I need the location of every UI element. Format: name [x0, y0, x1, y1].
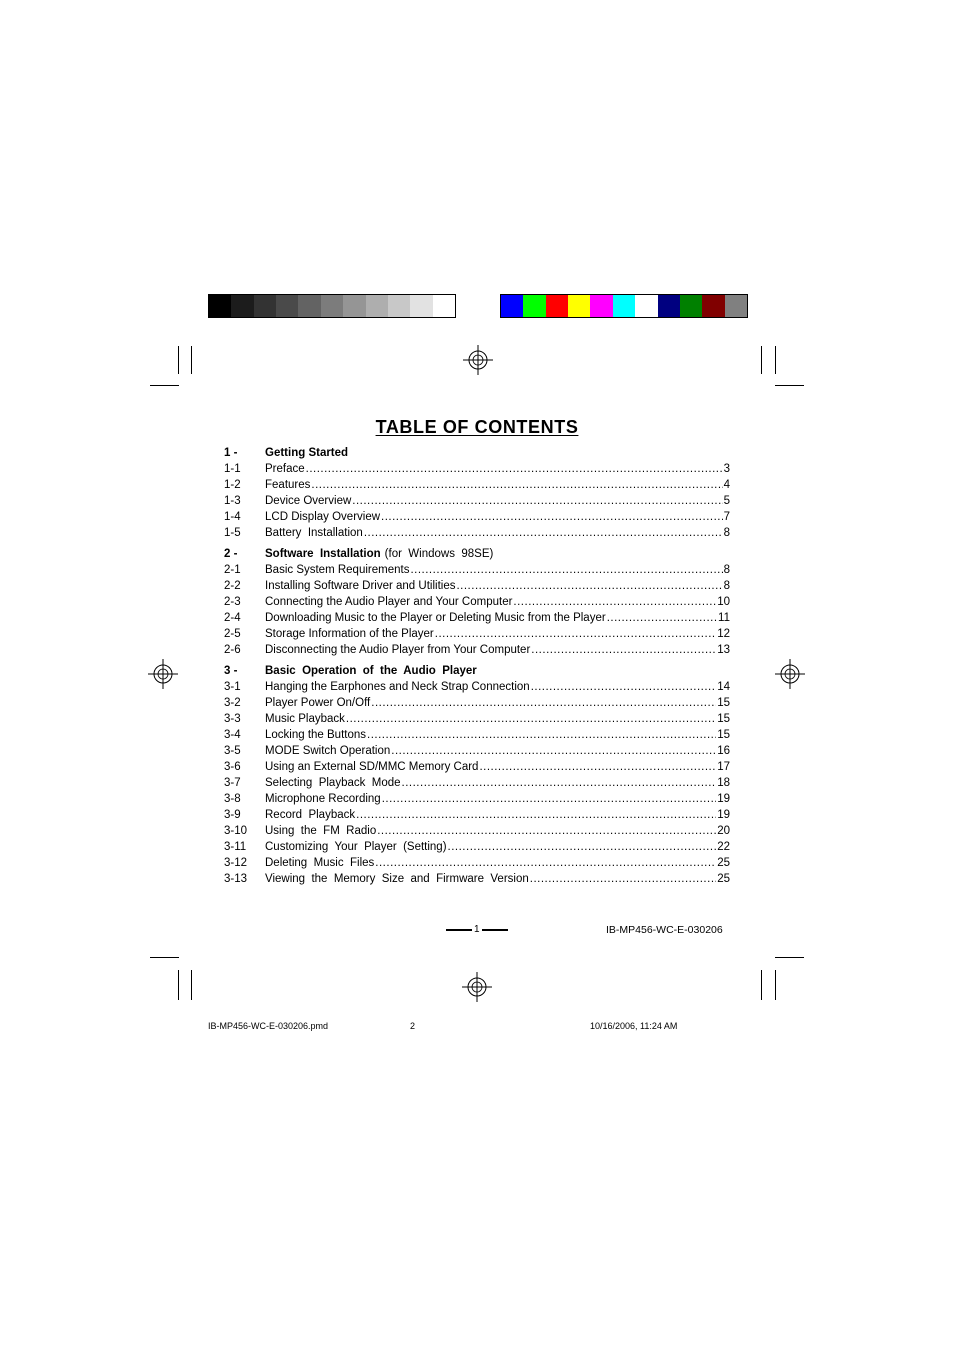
toc-dot-leader [402, 775, 717, 791]
toc-entry-number: 2-4 [224, 612, 241, 624]
toc-dot-leader [410, 562, 722, 578]
toc-entry-number: 3-2 [224, 697, 241, 709]
crop-mark [775, 385, 804, 386]
registration-mark-icon [462, 972, 492, 1002]
toc-entry-title: Music Playback [265, 713, 345, 725]
page-title: TABLE OF CONTENTS [375, 417, 579, 437]
toc-entry-page: 25 [717, 873, 730, 885]
toc-dot-leader [375, 855, 716, 871]
toc-entry [224, 743, 730, 759]
toc-entry [224, 493, 730, 509]
toc-entry-title: Preface [265, 463, 305, 475]
crop-mark [775, 957, 804, 958]
toc-dot-leader [391, 743, 716, 759]
crop-mark [775, 346, 776, 374]
toc-entry-number: 2-6 [224, 644, 241, 656]
toc-entry [224, 711, 730, 727]
toc-entry-number: 3-9 [224, 809, 241, 821]
toc-entry [224, 759, 730, 775]
toc-section-heading [224, 546, 730, 562]
toc-entry-page: 15 [717, 729, 730, 741]
toc-entry [224, 791, 730, 807]
color-calibration-strip [500, 294, 748, 318]
slug-file-name: IB-MP456-WC-E-030206.pmd [208, 1021, 329, 1031]
toc-entry [224, 509, 730, 525]
toc-entry-number: 1-5 [224, 527, 241, 539]
toc-section-title: Software Installation [265, 548, 381, 560]
toc-entry-number: 2-5 [224, 628, 241, 640]
gray-swatch [254, 295, 276, 317]
toc-entry [224, 871, 730, 887]
page-number-rule [446, 929, 472, 931]
color-swatch [658, 295, 680, 317]
toc-dot-leader [530, 871, 716, 887]
toc-entry-title: Locking the Buttons [265, 729, 367, 741]
gray-swatch [321, 295, 343, 317]
toc-entry-number: 2-3 [224, 596, 241, 608]
toc-dot-leader [479, 759, 716, 775]
toc-dot-leader [367, 727, 716, 743]
toc-section-subtitle: (for Windows 98SE) [384, 548, 494, 560]
toc-dot-leader [381, 509, 723, 525]
toc-entry-page: 11 [718, 612, 730, 624]
toc-entry-title: Viewing the Memory Size and Firmware Version [265, 873, 529, 885]
crop-mark [178, 346, 179, 374]
color-swatch [546, 295, 568, 317]
toc-dot-leader [371, 695, 716, 711]
toc-entry [224, 461, 730, 477]
gray-swatch [366, 295, 388, 317]
toc-entry-title: Using the FM Radio [265, 825, 377, 837]
toc-dot-leader [356, 807, 716, 823]
toc-entry-number: 2-2 [224, 580, 241, 592]
toc-entry-title: Customizing Your Player (Setting) [265, 841, 447, 853]
toc-entry-title: Record Playback [265, 809, 356, 821]
toc-entry-page: 20 [717, 825, 730, 837]
toc-entry [224, 775, 730, 791]
crop-mark [761, 970, 762, 1000]
registration-mark-icon [775, 659, 805, 689]
toc-entry-number: 3-5 [224, 745, 241, 757]
toc-entry-title: Deleting Music Files [265, 857, 375, 869]
toc-entry-page: 8 [723, 564, 730, 576]
toc-entry [224, 642, 730, 658]
toc-section-heading [224, 663, 730, 679]
toc-entry [224, 807, 730, 823]
toc-dot-leader [531, 642, 716, 658]
document-code: IB-MP456-WC-E-030206 [606, 924, 723, 936]
toc-entry-number: 3-4 [224, 729, 241, 741]
toc-section-number: 3 - [224, 665, 238, 677]
toc-entry-title: Features [265, 479, 311, 491]
toc-dot-leader [382, 791, 717, 807]
toc-entry-number: 3-8 [224, 793, 241, 805]
toc-section [224, 546, 730, 658]
crop-mark [191, 970, 192, 1000]
toc-entry [224, 839, 730, 855]
toc-section-title: Getting Started [265, 447, 349, 459]
toc-entry-number: 3-1 [224, 681, 241, 693]
toc-entry-page: 8 [723, 580, 730, 592]
toc-entry-page: 17 [717, 761, 730, 773]
toc-section-number: 2 - [224, 548, 238, 560]
toc-section-number: 1 - [224, 447, 238, 459]
toc-entry-number: 3-11 [224, 841, 247, 853]
gray-swatch [231, 295, 253, 317]
color-swatch [725, 295, 747, 317]
crop-mark [775, 970, 776, 1000]
toc-section-heading [224, 445, 730, 461]
toc-entry-number: 3-12 [224, 857, 248, 869]
toc-entry-page: 8 [723, 527, 730, 539]
page-number [446, 924, 508, 935]
toc-entry-number: 2-1 [224, 564, 241, 576]
color-swatch [680, 295, 702, 317]
toc-entry-page: 15 [717, 697, 730, 709]
gray-swatch [343, 295, 365, 317]
toc-entry [224, 578, 730, 594]
slug-datetime: 10/16/2006, 11:24 AM [590, 1021, 678, 1031]
gray-swatch [388, 295, 410, 317]
toc-entry [224, 855, 730, 871]
toc-section [224, 663, 730, 887]
toc-entry-page: 7 [723, 511, 730, 523]
toc-dot-leader [377, 823, 716, 839]
toc-entry-number: 3-13 [224, 873, 248, 885]
toc-entry-page: 25 [717, 857, 730, 869]
toc-entry-title: Selecting Playback Mode [265, 777, 401, 789]
toc-section [224, 445, 730, 541]
toc-entry-page: 22 [717, 841, 730, 853]
toc-entry-title: MODE Switch Operation [265, 745, 391, 757]
toc-entry-page: 15 [717, 713, 730, 725]
toc-entry [224, 823, 730, 839]
page-number-rule [482, 929, 508, 931]
toc-section-title: Basic Operation of the Audio Player [265, 665, 477, 677]
toc-entry-number: 3-10 [224, 825, 248, 837]
toc-entry-title: Disconnecting the Audio Player from Your Computer [265, 644, 531, 656]
toc-entry-title: Using an External SD/MMC Memory Card [265, 761, 479, 773]
toc-dot-leader [607, 610, 717, 626]
toc-entry [224, 594, 730, 610]
color-swatch [501, 295, 523, 317]
toc-entry [224, 727, 730, 743]
table-of-contents [224, 445, 730, 892]
page-number-value: 1 [474, 924, 480, 935]
color-swatch [568, 295, 590, 317]
toc-entry-number: 1-4 [224, 511, 241, 523]
toc-dot-leader [306, 461, 723, 477]
registration-mark-icon [148, 659, 178, 689]
toc-dot-leader [513, 594, 716, 610]
toc-dot-leader [435, 626, 716, 642]
toc-entry-number: 1-1 [224, 463, 241, 475]
toc-entry-page: 19 [717, 809, 730, 821]
gray-swatch [410, 295, 432, 317]
toc-entry-number: 3-7 [224, 777, 241, 789]
toc-entry-page: 13 [717, 644, 730, 656]
crop-mark [150, 385, 179, 386]
toc-entry-number: 1-2 [224, 479, 241, 491]
toc-entry-title: Microphone Recording [265, 793, 381, 805]
toc-entry [224, 679, 730, 695]
registration-mark-icon [463, 345, 493, 375]
crop-mark [178, 970, 179, 1000]
toc-entry-page: 16 [717, 745, 730, 757]
toc-entry-number: 3-6 [224, 761, 241, 773]
toc-entry-title: Installing Software Driver and Utilities [265, 580, 456, 592]
slug-sheet-number: 2 [410, 1021, 416, 1031]
crop-mark [150, 957, 179, 958]
toc-entry-page: 10 [717, 596, 730, 608]
toc-entry [224, 525, 730, 541]
toc-entry-title: Downloading Music to the Player or Deleting Music from the Player [265, 612, 606, 624]
toc-entry-title: Device Overview [265, 495, 352, 507]
toc-dot-leader [352, 493, 722, 509]
gray-swatch [298, 295, 320, 317]
toc-entry-title: Player Power On/Off [265, 697, 371, 709]
toc-entry [224, 695, 730, 711]
toc-dot-leader [448, 839, 717, 855]
color-swatch [702, 295, 724, 317]
gray-swatch [209, 295, 231, 317]
toc-entry-page: 3 [723, 463, 730, 475]
toc-dot-leader [456, 578, 722, 594]
toc-dot-leader [531, 679, 717, 695]
gray-swatch [276, 295, 298, 317]
toc-entry-title: Basic System Requirements [265, 564, 410, 576]
toc-entry-page: 4 [723, 479, 730, 491]
toc-entry-page: 14 [717, 681, 730, 693]
color-swatch [590, 295, 612, 317]
toc-dot-leader [364, 525, 723, 541]
toc-entry-page: 12 [717, 628, 730, 640]
toc-entry-page: 5 [723, 495, 730, 507]
crop-mark [761, 346, 762, 374]
grayscale-calibration-strip [208, 294, 456, 318]
toc-entry [224, 477, 730, 493]
color-swatch [613, 295, 635, 317]
toc-entry-page: 18 [717, 777, 730, 789]
toc-entry [224, 562, 730, 578]
toc-entry-title: Battery Installation [265, 527, 363, 539]
gray-swatch [433, 295, 455, 317]
toc-dot-leader [311, 477, 722, 493]
toc-entry-number: 3-3 [224, 713, 241, 725]
crop-mark [191, 346, 192, 374]
toc-entry-title: Hanging the Earphones and Neck Strap Connection [265, 681, 530, 693]
toc-entry-title: LCD Display Overview [265, 511, 381, 523]
toc-entry-number: 1-3 [224, 495, 241, 507]
toc-entry-page: 19 [717, 793, 730, 805]
toc-entry [224, 626, 730, 642]
toc-entry [224, 610, 730, 626]
color-swatch [635, 295, 657, 317]
toc-entry-title: Storage Information of the Player [265, 628, 434, 640]
toc-entry-title: Connecting the Audio Player and Your Computer [265, 596, 513, 608]
color-swatch [523, 295, 545, 317]
toc-dot-leader [346, 711, 716, 727]
